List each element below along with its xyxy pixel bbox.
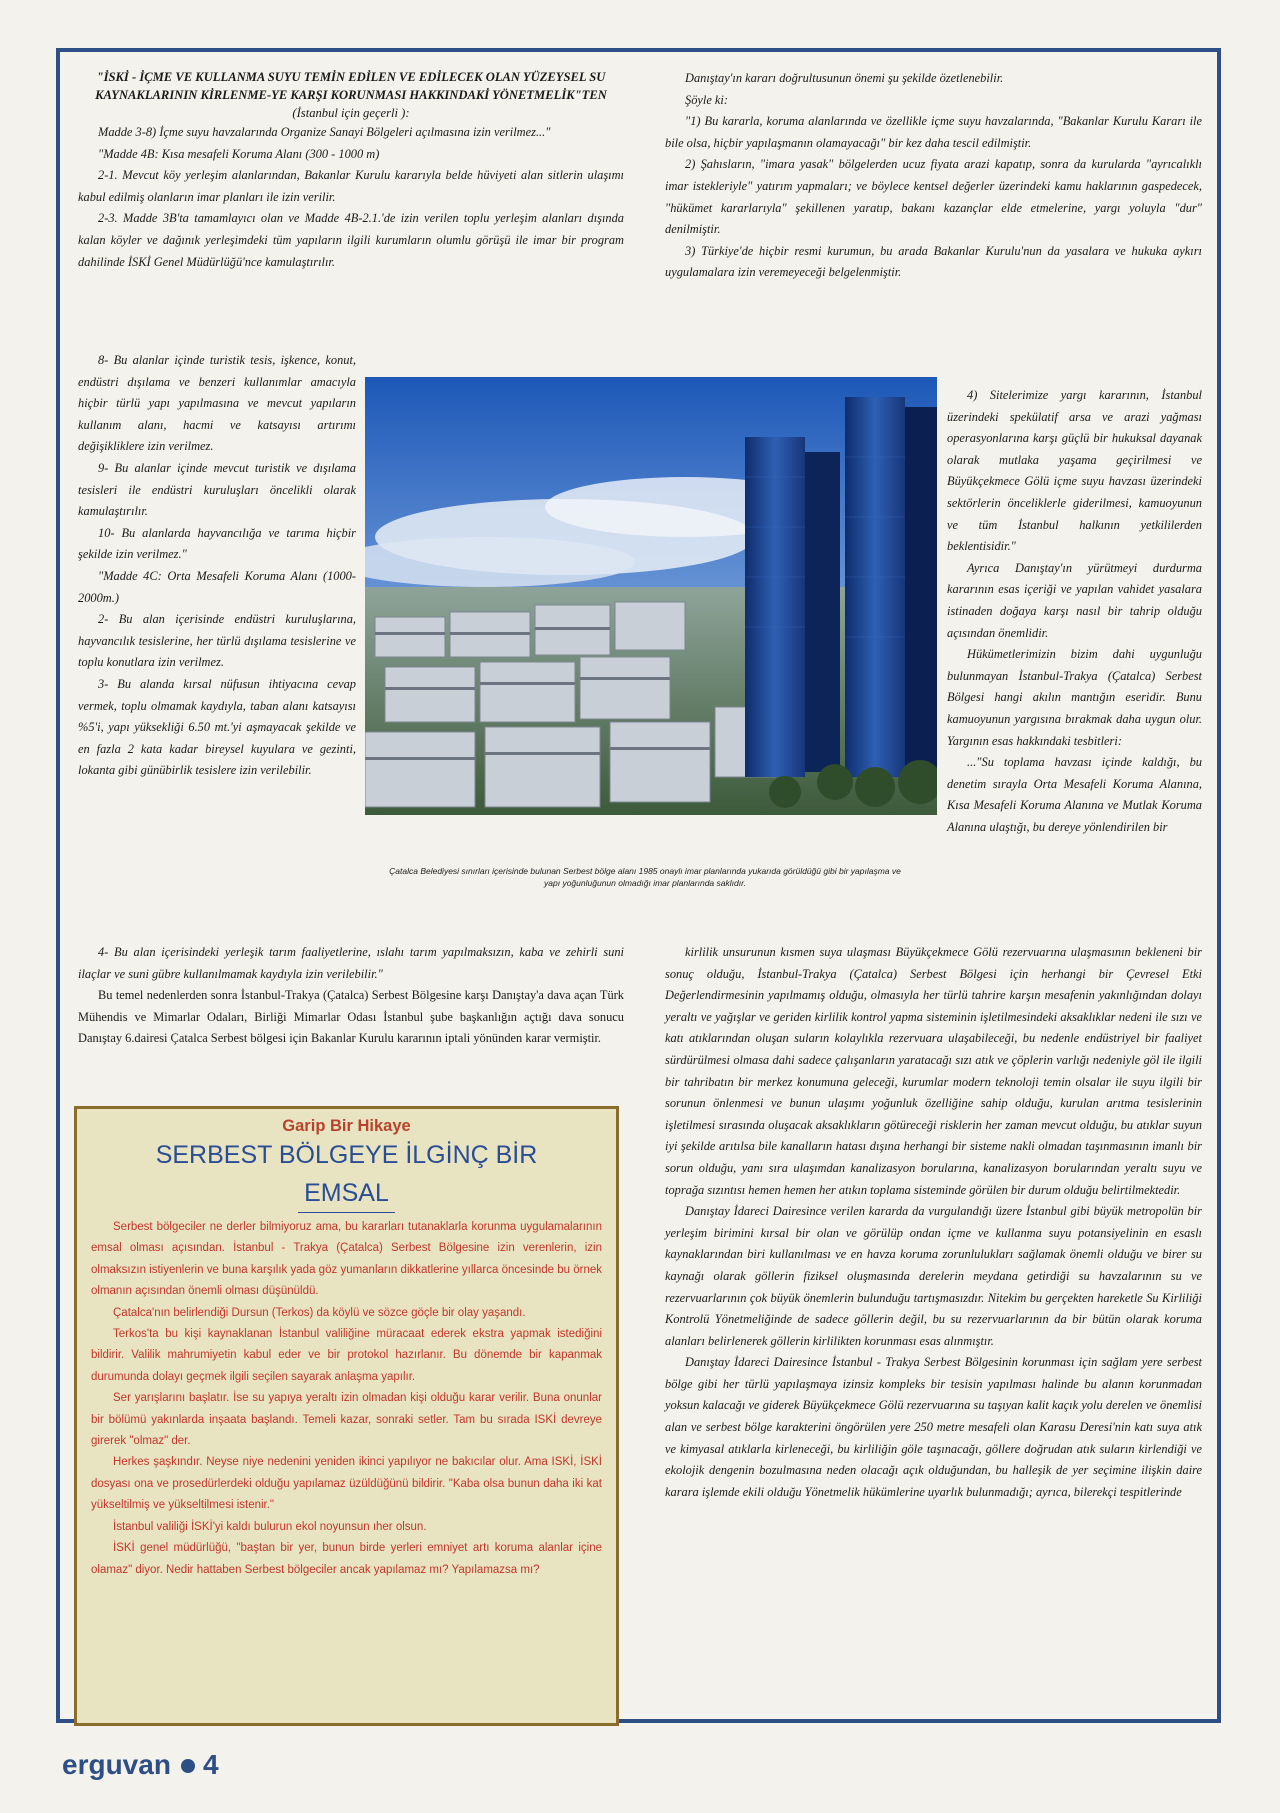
story-paragraph: İSKİ genel müdürlüğü, "baştan bir yer, bunun birde yerleri emniyet artı koruma alanlar içine olamaz" diyor. Nedir hattaben Serbest bölgeciler ancak yapılamaz mı? Yapılamazsa mı? <box>91 1542 602 1576</box>
story-kicker: Garip Bir Hikaye <box>282 1117 411 1135</box>
story-body <box>91 1217 602 1581</box>
paragraph: 10- Bu alanlarda hayvancılığa ve tarıma hiçbir şekilde izin verilmez." <box>78 525 356 562</box>
paragraph: 9- Bu alanlar içinde mevcut turistik ve dışılama tesisleri ile endüstri kuruluşları öncelikli olarak kamulaştırılır. <box>78 460 356 519</box>
right-column-narrow <box>947 385 1202 838</box>
left-column-bottom <box>78 942 624 985</box>
story-paragraph: Terkos'ta bu kişi kaynaklanan İstanbul valiliğine müracaat ederek ekstra yapmak istediğini bildirir. Valilik mahrumiyetin kabul eder ve bir protokol hazırlanır. Bu dönemde bir kapanmak durumunda dolayı geçmek ilgili seçilen sayarak anlaşma yapılır. <box>91 1328 602 1383</box>
paragraph: "Madde 4B: Kısa mesafeli Koruma Alanı (300 - 1000 m) <box>98 146 380 161</box>
story-paragraph: Herkes şaşkındır. Neyse niye nedenini yeniden ikinci yapılıyor ne bakıcılar olur. Ama ISKİ, İSKİ dosyası ona ve prosedürlerdeki olduğu yapılamaz üzüldüğünü bildirir. "Kaba olsa bunun daha iki kat yükseltilmiş ve yükseltilmesi istenir." <box>91 1456 602 1512</box>
paragraph: Danıştay İdareci Dairesince verilen kararda da vurgulandığı üzere İstanbul gibi büyük metropolün bir yerleşim birimini kırsal bir olan ve görülüp ondan içme ve kullanma suyu potansiyelinin en esaslı kaynaklarından biri kullanılması ve en havza koruma zorunlulukları sağlamak önemli olduğu ve birer su kaynağı olarak göllerin fiziksel oluşmasında derelerin meydana getirdiği su havzalarının su ve rezervuarlarının çok büyük önemlerin bulunduğu tartışmasızdır. Nitekim bu gerçekten hareketle Su Kirliliği Kontrolü Yönetmeliğinde de sadece göllerin değil, bu su rezervuarlarının da bir bütün olarak koruma alanları belirlenerek göllerin kirlilikten korunması esas alınmıştır. <box>665 1204 1202 1348</box>
story-paragraph: İstanbul valiliği İSKİ'yi kaldı bulurun ekol noyunsun ıher olsun. <box>113 1520 427 1533</box>
story-paragraph: Serbest bölgeciler ne derler bilmiyoruz ama, bu kararları tutanaklarla korunma uygulamalarının emsal olması açısından. İstanbul - Trakya (Çatalca) Serbest Bölgesine izin verenlerin, izin olmaksızın istiyenlerin ve buna karşılık yada göz yumanların dikkatlerine yıllarca öncesinde bu örnek olmanın açısından önemli olması düşünüldü. <box>91 1221 602 1298</box>
story-box <box>74 1106 619 1726</box>
left-continuation-paragraph: 4- Bu alan içerisindeki yerleşik tarım faaliyetlerine, ıslahı tarım yapılmaksızın, kaba ve zehirli suni ilaçlar ve suni gübre kullanılmamak kaydıyla izin verilebilir." <box>78 945 624 981</box>
paragraph: 3) Türkiye'de hiçbir resmi kurumun, bu arada Bakanlar Kurulu'nun da yasalara ve hukuka aykırı uygulamalara izin veremeyeceği belgelenmiştir. <box>665 243 1202 280</box>
paragraph: 2-1. Mevcut köy yerleşim alanlarından, Bakanlar Kurulu kararıyla belde hüviyeti alan sitlerin ulaşımı kabul edilmiş olanların imar planları ile izin verilir. <box>78 168 624 204</box>
left-bottom-section <box>78 985 624 1050</box>
left-column-narrow <box>78 350 356 782</box>
right-column-top <box>665 68 1202 284</box>
left-top-paragraphs <box>78 122 624 273</box>
left-column-top <box>78 68 624 273</box>
paragraph: kirlilik unsurunun kısmen suya ulaşması Büyükçekmece Gölü rezervuarına ulaşmasının bekleneni bir sonuç olduğu, İstanbul-Trakya (Çatalca) Serbest Bölgesi için herhangi bir Çevresel Etki Değerlendirmesinin yapılmamış olduğu, olmasıyla her türlü tahrire karşın mesafenin yakınlığından dolayı yeraltı ve yağışlar ve geriden kirlilik kontrol yapma sisteminin işletilmesindeki aksaklıklar nedeni ile sızı ve katı atıklarından oluşan suların kolaylıkla rezervuara ulaşabileceği, bu nedenle endüstriyel bir faaliyet sürdürülmesi olmasa dahi sadece çalışanların yaratacağı sızı atık ve çöplerin varlığı nedeniyle göl ile ilgili bir tahribatın bir merkez konumuna geleceği, kurumlar modern teknoloji temin olsalar ile suyu ilgili bir sorunun önlenmesi ve bunun ulaşımı yoğunluk özelliğine sahip olduğu, kurulan arıtma tesislerinin işletilmesi sırasında oluşacak aksaklıkların götüreceği risklerin her zaman mevcut olduğu, bu atıklar suyun iyi şekilde arıtılsa bile kanalların hatası dışına herhangi bir sisteme nakli olmadan taşınmasının imanlı bir sorun olduğu, yanı sıra ulaşımdan kanalizasyon borularına, kanalizasyon borularından yeraltı suyu ve toprağa sızıntısı hemen hemen her atıkın toplama sisteminde görülen bir durum olduğu belirtilmektedir. <box>665 945 1202 1197</box>
paragraph: 2-3. Madde 3B'ta tamamlayıcı olan ve Madde 4B-2.1.'de izin verilen toplu yerleşim alanları dışında kalan köyler ve dağınık yerleşimdeki tüm yapıların ilgili kurumların olumlu görüşü ile imar bir program dahilinde İSKİ Genel Müdürlüğü'nce kamulaştırılır. <box>78 211 624 269</box>
paragraph: Madde 3-8) İçme suyu havzalarında Organize Sanayi Bölgeleri açılmasına izin verilmez..." <box>98 125 551 139</box>
page-footer <box>62 1749 219 1781</box>
story-title <box>91 1136 602 1213</box>
photo-illustration <box>365 377 937 815</box>
serbest-bolge-rendering-photo <box>365 377 937 815</box>
photo-caption: Çatalca Belediyesi sınırları içerisinde bulunan Serbest bölge alanı 1985 onaylı imar planlarında yukarıda görüldüğü gibi bir yapılaşma ve yapı yoğunluğunun olmadığı imar planlarında saklıdır. <box>389 866 901 888</box>
paragraph: 8- Bu alanlar içinde turistik tesis, işkence, konut, endüstri dışılama ve benzeri kullanımlar amacıyla hiçbir türlü yapı yapılmasına ve mevcut yapıların kullanım alanı, hacmi ve katsayısı artırımı değişikliklere izin verilmez. <box>78 353 356 454</box>
paragraph: ..."Su toplama havzası içinde kaldığı, bu denetim sırayla Orta Mesafeli Koruma Alanına, Kısa Mesafeli Koruma Alanına ve Mutlak Koruma Alanına ulaştığı, bu dereye yönlendirilen bir <box>947 755 1202 834</box>
story-paragraph: Ser yarışlarını başlatır. İse su yapıya yeraltı izin olmadan kişi olduğu karar verilir. Buna onunlar bir bölümü yakınlarda inşaata başlandı. Temeli kazar, sonraki setler. Tam bu sırada ISKİ devreye girerek "olmaz" der. <box>91 1392 602 1448</box>
paragraph: 2) Şahısların, "imara yasak" bölgelerden ucuz fiyata arazi kapatıp, sonra da kurularda "ayrıcalıklı imar istekleriyle" yatırım yapmaları; ve böylece kentsel değerler üzerindeki kamu haklarının gaspedecek, "hükümet kararlarıyla" şekillenen yaratıp, bakanı kazançlar elde etmelerine, yargı yoluyla "dur" denilmiştir. <box>665 157 1202 237</box>
left-bottom-paragraph: Bu temel nedenlerden sonra İstanbul-Trakya (Çatalca) Serbest Bölgesine karşı Danıştay'a dava açan Türk Mühendis ve Mimarlar Odaları, Birliği Mimarlar Odası İstanbul şube başkanlığın açtığı dava sonucu Danıştay 6.dairesi Çatalca Serbest bölgesi için Bakanlar Kurulu kararının iptali yönünden karar vermiştir. <box>78 988 624 1046</box>
paragraph: Şöyle ki: <box>685 92 728 107</box>
paragraph: "1) Bu kararla, koruma alanlarında ve özellikle içme suyu havzalarında, "Bakanlar Kurulu Kararı ile bile olsa, hiçbir yapılaşmanın olamayacağı" bir kez daha tescil edilmiştir. <box>665 114 1202 150</box>
story-paragraph: Çatalca'nın belirlendiği Dursun (Terkos) da köylü ve sözce göçle bir olay yaşandı. <box>113 1306 526 1319</box>
paragraph: Danıştay İdareci Dairesince İstanbul - Trakya Serbest Bölgesinin korunması için sağlam yere serbest bölge gibi her türlü yapılaşmaya izinsiz kompleks bir tesisin yapılması halinde bu alanın korunmadan yoksun kalacağı ve giderek Büyükçekmece Gölü rezervuarına su taşıyan kalit kaçık yolu derelen ve önemlisi alan ve serbest bölge karakterini öngörülen yere 250 metre mesafeli olan Karasu Deresi'nin katı suya atık ve kimyasal atıklarla kirleneceği, bu kirliliğin göle taşınacağı, göllere doğrudan atık suların kirlendiği ve ekolojik dengenin bozulmasına neden olacağı açık olduğundan, bu halleşik de yer seçimine ilişkin daire karara işlemde ekili olduğu Yönetmelik hükümlerine uyarlık bulunmadığı; ayrıca, bilerekçi tespitlerinde <box>665 1355 1202 1499</box>
story-title-line2: EMSAL <box>298 1174 395 1213</box>
story-title-line1: SERBEST BÖLGEYE İLGİNÇ BİR <box>155 1141 538 1169</box>
article-heading: "İSKİ - İÇME VE KULLANMA SUYU TEMİN EDİLEN VE EDİLECEK OLAN YÜZEYSEL SU KAYNAKLARININ KİRLENME-YE KARŞI KORUNMASI HAKKINDAKİ YÖNETMELİK"TEN (İstanbul için geçerli ): <box>95 70 607 120</box>
paragraph: Hükümetlerimizin bizim dahi uygunluğu bulunmayan İstanbul-Trakya (Çatalca) Serbest Bölgesi hangi akılın mantığın eseridir. Bunu kamuoyunun yargısına bırakmak daha uygun olur. Yargının esas hakkındaki tesbitleri: <box>947 647 1202 748</box>
paragraph: Danıştay'ın kararı doğrultusunun önemi şu şekilde özetlenebilir. <box>685 71 1004 85</box>
paragraph: "Madde 4C: Orta Mesafeli Koruma Alanı (1000-2000m.) <box>78 568 356 605</box>
paragraph: 2- Bu alan içerisinde endüstri kuruluşlarına, hayvancılık tesislerine, her türlü dışılama tesislerine ve toplu konutlara izin verilmez. <box>78 612 356 670</box>
paragraph: Ayrıca Danıştay'ın yürütmeyi durdurma kararının esas içeriği ve yapılan vahidet yasalara istinaden doğaya karşı nasıl bir tahrip olduğu açısından önemlidir. <box>947 560 1202 640</box>
paragraph: 4) Sitelerimize yargı kararının, İstanbul üzerindeki spekülatif arsa ve arazi yağması operasyonlarına karşı güçlü bir hukuksal dayanak olarak mutlaka yaşama geçirilmesi ve Büyükçekmece Gölü içme suyu havzası üzerindeki sektörlerin önceliklerle giderilmesi, kamuoyunun ve tüm İstanbul halkının yetkililerden beklentisidir." <box>947 388 1202 554</box>
magazine-name: erguvan <box>62 1749 171 1780</box>
paragraph: 3- Bu alanda kırsal nüfusun ihtiyacına cevap vermek, toplu olmamak kaydıyla, taban alanı katsayısı %5'i, yapı yüksekliği 6.50 mt.'yi aşmayacak şekilde ve en fazla 2 kata kadar bireysel kuyulara ve gezinti, lokanta gibi günübirlik tesislere izin verilebilir. <box>78 676 356 778</box>
right-column-bottom <box>665 942 1202 1503</box>
footer-dot-icon <box>181 1759 195 1773</box>
page-number: 4 <box>202 1749 219 1780</box>
